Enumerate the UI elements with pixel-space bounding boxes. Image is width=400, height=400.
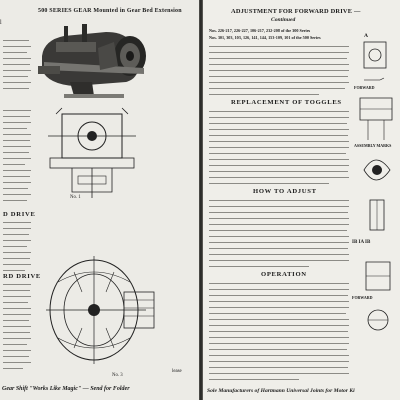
section-replacement-of-toggles: REPLACEMENT OF TOGGLES [231,99,342,106]
left-footer: Gear Shift "Works Like Magic" — Send for Folder [2,386,130,392]
left-bottom-mark: lease [172,369,182,374]
right-edge-figures [350,0,400,400]
left-section-rd-drive: RD DRIVE [3,273,42,280]
figure-label-ib-ia: IB IA IB [352,240,371,245]
section-operation: OPERATION [261,271,307,278]
figure-3-diagram [38,252,162,376]
figure-1-caption: No. 1 [70,195,81,200]
right-page-subtitle: Continued [271,17,296,23]
left-section-d-drive: D DRIVE [3,211,36,218]
figure-3-caption: No. 3 [112,373,123,378]
left-edge-heading: l [0,20,2,26]
right-page-title: ADJUSTMENT FOR FORWARD DRIVE — [231,8,361,15]
models-line-1: Nos. 226-217, 226-227, 106-217, 232-208 of the 300 Series [209,28,311,33]
figure-label-a: A [364,33,369,39]
right-footer: Sole Manufacturers of Hartmann Universal Joints for Motor Ki [207,388,355,394]
figure-label-forward-2: FORWARD [352,295,373,300]
figure-1-diagram [42,106,142,202]
section-how-to-adjust: HOW TO ADJUST [253,188,317,195]
left-page [0,0,199,400]
left-page-header: 500 SERIES GEAR Mounted in Gear Bed Extension [38,8,182,14]
figure-label-assembly: ASSEMBLY MARKS [354,143,392,148]
figure-label-forward: FORWARD [354,85,375,90]
models-line-2: Nos. 301, 303, 103, 126, 141, 144, 153-109, 101 of the 500 Series [209,35,321,40]
gear-photo [34,22,154,100]
